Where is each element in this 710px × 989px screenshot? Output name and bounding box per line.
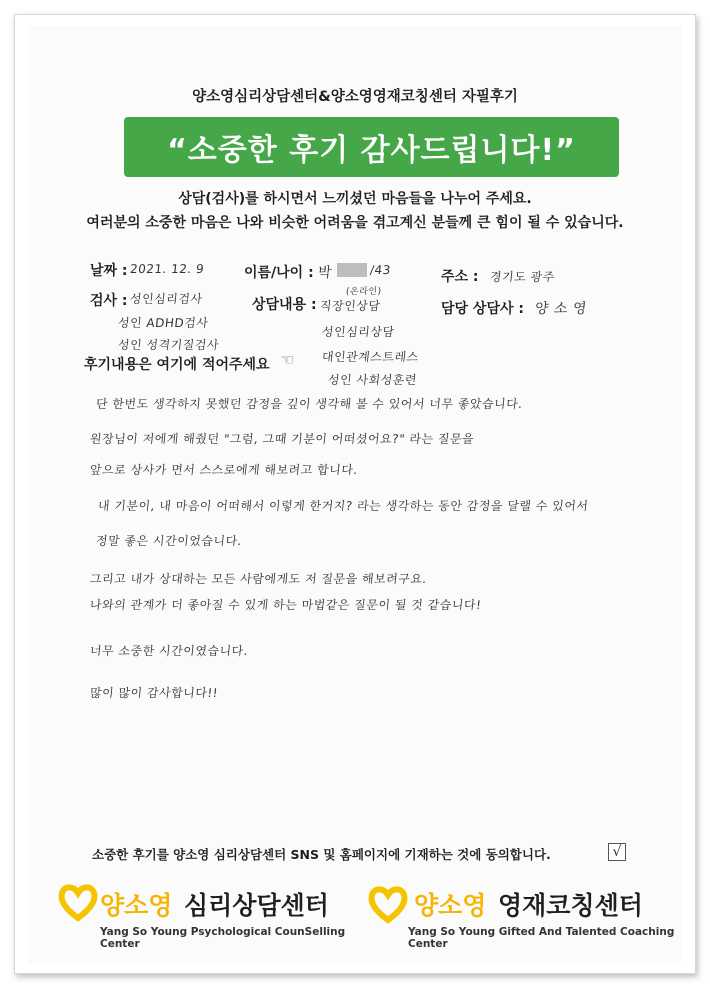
review-label: 후기내용은 여기에 적어주세요 — [84, 357, 270, 373]
thanks-banner — [124, 117, 619, 177]
counsel-item-3: 대인관계스트레스 — [321, 350, 420, 364]
logo-right-english: Yang So Young Gifted And Talented Coaching Center — [408, 926, 675, 950]
logo-psychological-center — [58, 882, 358, 950]
date-label: 날짜 : — [90, 263, 128, 279]
address-value: 경기도 광주 — [489, 270, 556, 284]
heart-logo-icon — [58, 882, 98, 922]
test-label: 검사 : — [90, 293, 128, 309]
review-line-4: 내 기분이, 내 마음이 어떠해서 이렇게 한거지? 라는 생각하는 동안 감정을 달랠 수 있어서 — [97, 499, 590, 513]
address-label: 주소 : — [441, 269, 479, 285]
header-title: 양소영심리상담센터&양소영영재코칭센터 자필후기 — [192, 89, 518, 105]
age-value: /43 — [369, 263, 392, 277]
review-line-5: 정말 좋은 시간이었습니다. — [95, 534, 243, 548]
name-value: 박 — [317, 265, 333, 281]
counsel-item-1: 직장인상담 — [319, 299, 382, 313]
counsel-content-label: 상담내용 : — [252, 297, 317, 313]
logo-left-name: 양소영 — [100, 891, 173, 920]
date-value: 2021. 12. 9 — [129, 262, 205, 276]
consent-checkbox[interactable]: √ — [608, 843, 626, 861]
logo-right-center: 영재코칭센터 — [498, 891, 643, 920]
counselor-label: 담당 상담사 : — [441, 301, 524, 317]
logo-left-center: 심리상담센터 — [184, 891, 329, 920]
intro-line-2: 여러분의 소중한 마음은 나와 비슷한 어려움을 겪고계신 분들께 큰 힘이 될 수 있습니다. — [86, 215, 624, 231]
test-item-3: 성인 성격기질검사 — [117, 338, 220, 352]
intro-line-1: 상담(검사)를 하시면서 느끼셨던 마음들을 나누어 주세요. — [178, 191, 532, 207]
logo-left-english: Yang So Young Psychological CounSelling Center — [100, 926, 346, 950]
logo-coaching-center — [368, 884, 688, 950]
pointing-hand-icon: ☜ — [280, 350, 295, 369]
counselor-value: 양 소 영 — [534, 301, 588, 317]
banner-text: “소중한 후기 감사드립니다!” — [167, 133, 576, 168]
review-line-9: 많이 많이 감사합니다!! — [89, 686, 219, 700]
counsel-item-4: 성인 사회성훈련 — [327, 373, 418, 387]
review-line-2: 원장님이 저에게 해줬던 "그럼, 그때 기분이 어떠셨어요?" 라는 질문을 — [89, 432, 475, 446]
consent-text: 소중한 후기를 양소영 심리상담센터 SNS 및 홈페이지에 기재하는 것에 동의합니다. — [92, 847, 551, 862]
review-line-3: 앞으로 상사가 면서 스스로에게 해보려고 합니다. — [89, 463, 359, 477]
test-item-2: 성인 ADHD검사 — [117, 316, 210, 330]
logo-right-name: 양소영 — [414, 891, 487, 920]
review-line-7: 나와의 관계가 더 좋아질 수 있게 하는 마법같은 질문이 될 것 같습니다! — [89, 598, 483, 612]
test-item-1: 성인심리검사 — [129, 292, 204, 306]
review-line-6: 그리고 내가 상대하는 모든 사람에게도 저 질문을 해보려구요. — [89, 572, 428, 586]
heart-logo-icon — [368, 884, 408, 924]
review-line-1: 단 한번도 생각하지 못했던 감정을 깊이 생각해 볼 수 있어서 너무 좋았습니다. — [95, 397, 524, 411]
name-age-label: 이름/나이 : — [244, 265, 314, 281]
counsel-item-2: 성인심리상담 — [321, 325, 396, 339]
review-line-8: 너무 소중한 시간이였습니다. — [89, 644, 249, 658]
redacted-name — [337, 263, 367, 277]
counsel-note: (온라인) — [345, 287, 382, 297]
